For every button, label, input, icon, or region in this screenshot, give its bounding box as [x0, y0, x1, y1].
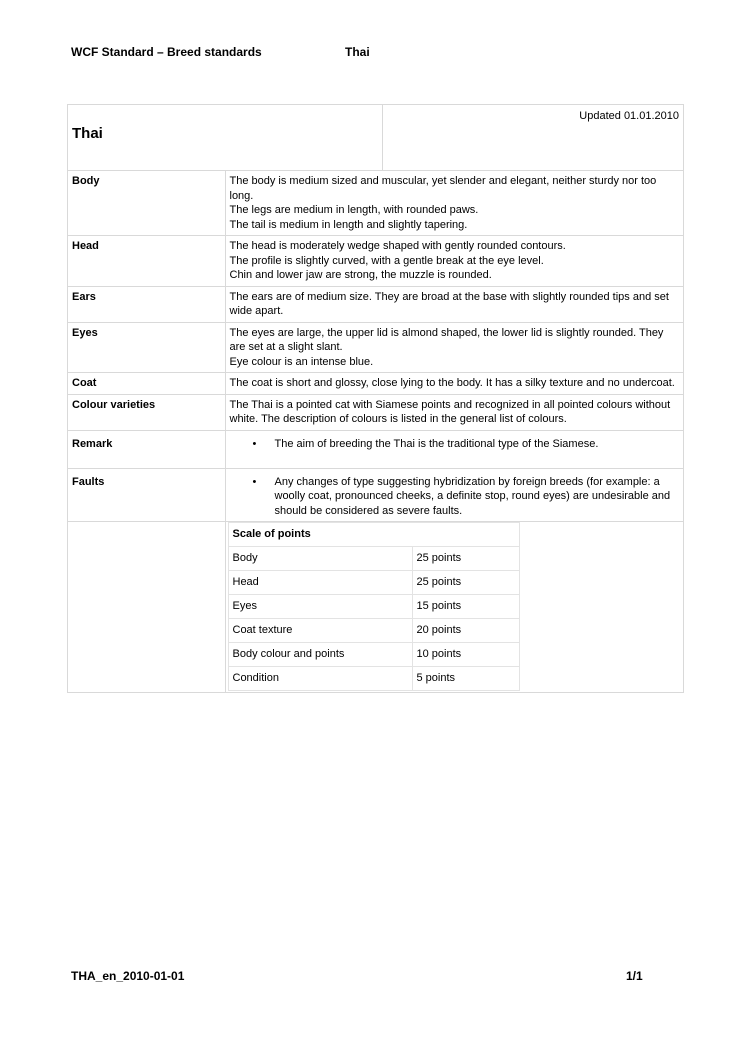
section-row-remark [68, 430, 684, 468]
table-row [228, 619, 519, 643]
scale-points: 20 points [412, 619, 519, 643]
section-row-ears [68, 286, 684, 322]
section-label-colour: Colour varieties [68, 394, 226, 430]
section-row-faults [68, 468, 684, 522]
section-label-eyes: Eyes [68, 322, 226, 373]
table-row [228, 667, 519, 691]
scale-points: 15 points [412, 595, 519, 619]
scale-item: Eyes [228, 595, 412, 619]
section-row-eyes [68, 322, 684, 373]
scale-title: Scale of points [228, 523, 519, 547]
section-label-body: Body [68, 171, 226, 236]
section-label-remark: Remark [68, 430, 226, 468]
text-line: The Thai is a pointed cat with Siamese points and recognized in all pointed colours without white. The description of colours is listed in the general list of colours. [229, 398, 671, 425]
remark-list [230, 437, 680, 452]
section-label-head: Head [68, 236, 226, 287]
scale-of-points-table [228, 522, 520, 691]
table-row [228, 595, 519, 619]
section-label-ears: Ears [68, 286, 226, 322]
scale-header-row [228, 523, 519, 547]
text-line: The body is medium sized and muscular, yet slender and elegant, neither sturdy nor too long. [229, 175, 657, 202]
title-row [68, 105, 684, 171]
table-row [228, 643, 519, 667]
scale-item: Head [228, 571, 412, 595]
footer-page-number: 1/1 [626, 969, 643, 983]
text-line: The tail is medium in length and slightly tapering. [229, 218, 468, 231]
section-text-body [225, 171, 684, 236]
header-document-title: WCF Standard – Breed standards [71, 45, 262, 59]
section-row-colour [68, 394, 684, 430]
scale-points: 25 points [412, 571, 519, 595]
scale-item: Condition [228, 667, 412, 691]
scale-item: Body [228, 547, 412, 571]
scale-item: Body colour and points [228, 643, 412, 667]
section-text-head [225, 236, 684, 287]
text-line: The head is moderately wedge shaped with gently rounded contours. [229, 240, 566, 252]
section-text-colour [225, 394, 684, 430]
header-breed-name: Thai [345, 45, 370, 59]
section-text-remark [225, 430, 684, 468]
scale-cell [225, 522, 684, 693]
scale-points: 5 points [412, 667, 519, 691]
section-text-eyes [225, 322, 684, 373]
section-label-coat: Coat [68, 373, 226, 395]
scale-item: Coat texture [228, 619, 412, 643]
scale-points: 10 points [412, 643, 519, 667]
breed-standard-table [67, 104, 684, 693]
table-row [228, 571, 519, 595]
table-row [228, 547, 519, 571]
text-line: Eye colour is an intense blue. [229, 355, 374, 368]
text-line: The eyes are large, the upper lid is almond shaped, the lower lid is slightly rounded. They are set at a slight slant. [229, 326, 664, 353]
section-row-body [68, 171, 684, 236]
section-text-ears [225, 286, 684, 322]
faults-list [230, 475, 680, 519]
section-row-head [68, 236, 684, 287]
section-row-coat [68, 373, 684, 395]
scale-points: 25 points [412, 547, 519, 571]
section-text-coat [225, 373, 684, 395]
list-item: • The aim of breeding the Thai is the traditional type of the Siamese. [275, 437, 680, 452]
section-text-faults [225, 468, 684, 522]
breed-title: Thai [68, 105, 383, 171]
scale-row [68, 522, 684, 693]
text-line: The coat is short and glossy, close lying to the body. It has a silky texture and no undercoat. [229, 377, 675, 389]
list-item: • Any changes of type suggesting hybridization by foreign breeds (for example: a woolly coat, pronounced cheeks, a definite stop, round eyes) are undesirable and should be considered as severe faults. [275, 475, 680, 519]
section-label-faults: Faults [68, 468, 226, 522]
footer-document-code: THA_en_2010-01-01 [71, 969, 185, 983]
text-line: Chin and lower jaw are strong, the muzzle is rounded. [229, 269, 492, 281]
text-line: The legs are medium in length, with rounded paws. [229, 204, 479, 216]
updated-date: Updated 01.01.2010 [383, 105, 684, 171]
text-line: The ears are of medium size. They are broad at the base with slightly rounded tips and set wide apart. [229, 290, 669, 317]
text-line: The profile is slightly curved, with a gentle break at the eye level. [229, 254, 544, 267]
scale-label-empty [68, 522, 226, 693]
